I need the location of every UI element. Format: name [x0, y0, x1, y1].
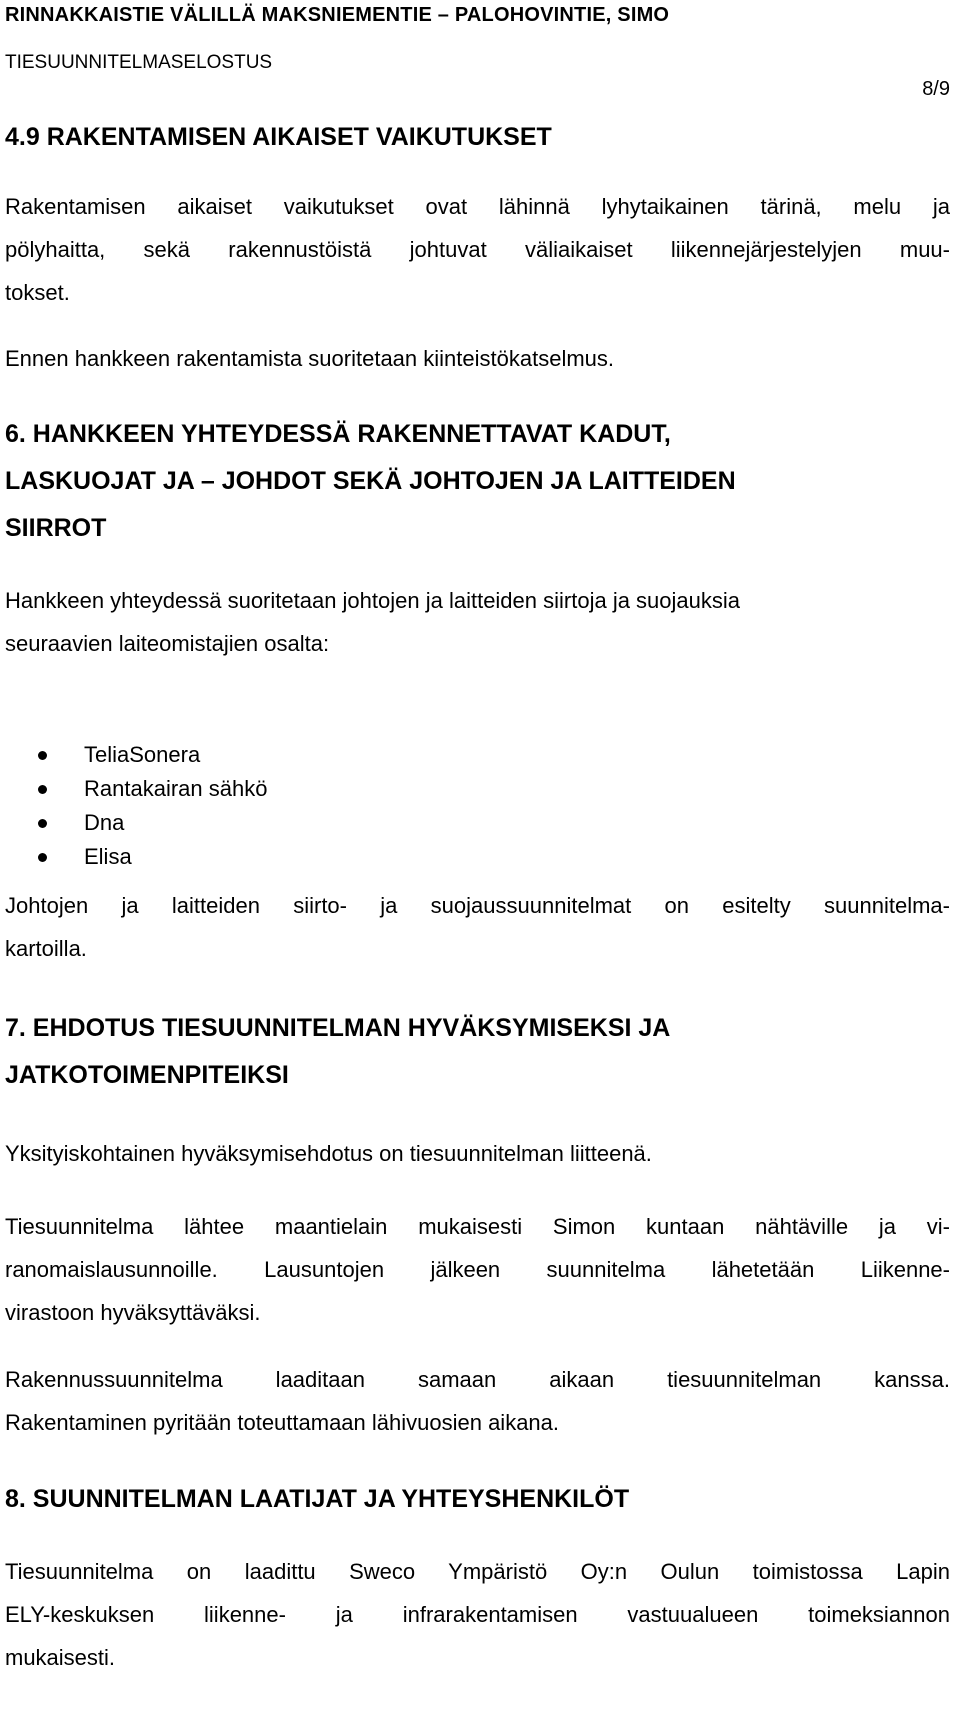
list-item: [5, 738, 267, 772]
paragraph-line: Tiesuunnitelma on laadittu Sweco Ympäristö Oy:n Oulun toimistossa Lapin: [5, 1559, 950, 1584]
document-header-subtitle: TIESUUNNITELMASELOSTUS: [5, 52, 273, 73]
paragraph-line: Johtojen ja laitteiden siirto- ja suojaussuunnitelmat on esitelty suunnitelma-: [5, 893, 950, 918]
bullet-icon: [38, 853, 47, 862]
heading-line: JATKOTOIMENPITEIKSI: [5, 1061, 289, 1089]
list-item: [5, 806, 267, 840]
paragraph-relocation-plans: [5, 884, 950, 970]
paragraph-line: mukaisesti.: [5, 1645, 116, 1670]
paragraph-line: Yksityiskohtainen hyväksymisehdotus on tiesuunnitelman liitteenä.: [5, 1141, 652, 1166]
paragraph-statements: [5, 1205, 950, 1334]
heading-line: 7. EHDOTUS TIESUUNNITELMAN HYVÄKSYMISEKSI JA: [5, 1014, 671, 1042]
paragraph-line: ELY-keskuksen liikenne- ja infrarakentamisen vastuualueen toimeksiannon: [5, 1602, 950, 1627]
list-item-label: Rantakairan sähkö: [84, 776, 268, 801]
paragraph-property-survey: [5, 337, 950, 380]
paragraph-line: seuraavien laiteomistajien osalta:: [5, 631, 330, 656]
list-item-label: Dna: [84, 810, 125, 835]
equipment-owner-list: [5, 738, 267, 874]
paragraph-line: Rakentamisen aikaiset vaikutukset ovat lähinnä lyhytaikainen tärinä, melu ja: [5, 194, 950, 219]
paragraph-approval-proposal: [5, 1132, 950, 1175]
paragraph-line: kartoilla.: [5, 936, 87, 961]
section-heading-6: [5, 411, 736, 552]
page-number: 8/9: [922, 78, 950, 100]
heading-line: LASKUOJAT JA – JOHDOT SEKÄ JOHTOJEN JA LAITTEIDEN: [5, 467, 736, 495]
paragraph-construction-plan: [5, 1358, 950, 1444]
document-header-title: RINNAKKAISTIE VÄLILLÄ MAKSNIEMENTIE – PALOHOVINTIE, SIMO: [5, 4, 670, 26]
paragraph-authors: [5, 1550, 950, 1679]
bullet-icon: [38, 819, 47, 828]
heading-line: 6. HANKKEEN YHTEYDESSÄ RAKENNETTAVAT KADUT,: [5, 420, 671, 448]
paragraph-construction-effects: [5, 185, 950, 314]
paragraph-line: Hankkeen yhteydessä suoritetaan johtojen ja laitteiden siirtoja ja suojauksia: [5, 588, 741, 613]
bullet-icon: [38, 751, 47, 760]
list-item: [5, 840, 267, 874]
paragraph-line: virastoon hyväksyttäväksi.: [5, 1300, 261, 1325]
paragraph-line: pölyhaitta, sekä rakennustöistä johtuvat väliaikaiset liikennejärjestelyjen muu-: [5, 237, 950, 262]
section-heading-7: [5, 1005, 670, 1099]
paragraph-line: ranomaislausunnoille. Lausuntojen jälkeen suunnitelma lähetetään Liikenne-: [5, 1257, 950, 1282]
section-heading-4-9: 4.9 RAKENTAMISEN AIKAISET VAIKUTUKSET: [5, 123, 552, 151]
list-item: [5, 772, 267, 806]
paragraph-line: Rakentaminen pyritään toteuttamaan lähivuosien aikana.: [5, 1410, 560, 1435]
paragraph-line: Rakennussuunnitelma laaditaan samaan aikaan tiesuunnitelman kanssa.: [5, 1367, 950, 1392]
list-item-label: Elisa: [84, 844, 132, 869]
bullet-icon: [38, 785, 47, 794]
section-heading-8: 8. SUUNNITELMAN LAATIJAT JA YHTEYSHENKILÖT: [5, 1485, 630, 1513]
paragraph-relocations-intro: [5, 579, 950, 665]
heading-line: SIIRROT: [5, 514, 107, 542]
list-item-label: TeliaSonera: [84, 742, 201, 767]
paragraph-line: Tiesuunnitelma lähtee maantielain mukaisesti Simon kuntaan nähtäville ja vi-: [5, 1214, 950, 1239]
paragraph-line: tokset.: [5, 280, 70, 305]
paragraph-line: Ennen hankkeen rakentamista suoritetaan kiinteistökatselmus.: [5, 346, 615, 371]
